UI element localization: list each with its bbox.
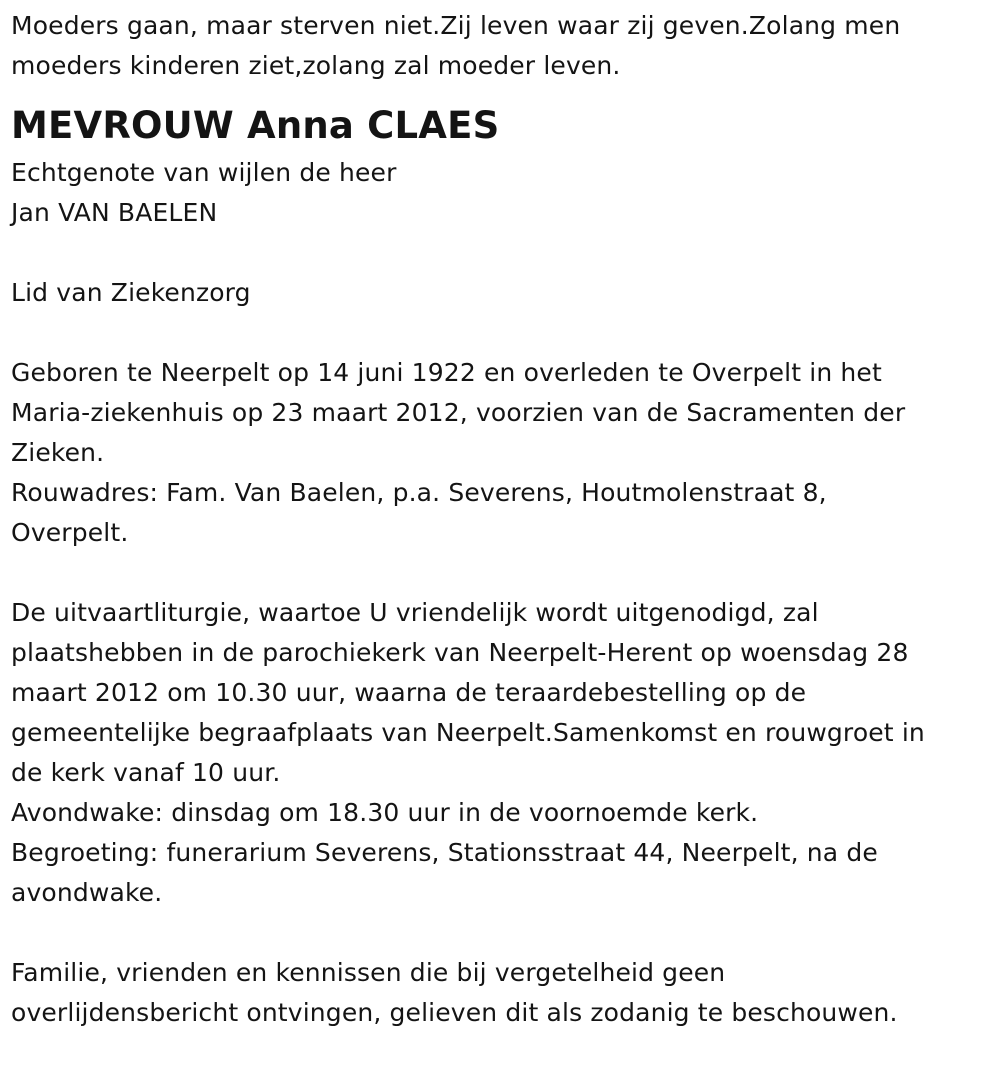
wake-line: Avondwake: dinsdag om 18.30 uur in de voornoemde kerk. [11,798,759,827]
birth-death-line: Zieken. [11,438,105,467]
funeral-info [11,593,990,913]
funeral-line: de kerk vanaf 10 uur. [11,758,281,787]
spouse-line: Echtgenote van wijlen de heer [11,158,397,187]
birth-death-line: Geboren te Neerpelt op 14 juni 1922 en overleden te Overpelt in het [11,358,882,387]
spacer [11,233,990,273]
poem [11,6,990,86]
spacer [11,913,990,953]
poem-line: Moeders gaan, maar sterven niet.Zij leven waar zij geven.Zolang men [11,11,901,40]
membership: Lid van Ziekenzorg [11,278,251,307]
birth-death-info [11,353,990,553]
greeting-line: avondwake. [11,878,163,907]
spouse-line: Jan VAN BAELEN [11,198,218,227]
closing-note [11,953,990,1033]
mourning-address-line: Overpelt. [11,518,129,547]
closing-line: Familie, vrienden en kennissen die bij vergetelheid geen [11,958,726,987]
poem-line: moeders kinderen ziet,zolang zal moeder leven. [11,51,621,80]
funeral-line: plaatshebben in de parochiekerk van Neerpelt-Herent op woensdag 28 [11,638,909,667]
spacer [11,313,990,353]
greeting-line: Begroeting: funerarium Severens, Stationsstraat 44, Neerpelt, na de [11,838,878,867]
mourning-address-line: Rouwadres: Fam. Van Baelen, p.a. Severens, Houtmolenstraat 8, [11,478,827,507]
funeral-line: maart 2012 om 10.30 uur, waarna de teraardebestelling op de [11,678,807,707]
funeral-line: gemeentelijke begraafplaats van Neerpelt.Samenkomst en rouwgroet in [11,718,925,747]
funeral-line: De uitvaartliturgie, waartoe U vriendelijk wordt uitgenodigd, zal [11,598,819,627]
deceased-name: MEVROUW Anna CLAES [11,104,500,147]
closing-line: overlijdensbericht ontvingen, gelieven dit als zodanig te beschouwen. [11,998,898,1027]
spacer [11,553,990,593]
birth-death-line: Maria-ziekenhuis op 23 maart 2012, voorzien van de Sacramenten der [11,398,906,427]
spouse-info [11,153,990,233]
